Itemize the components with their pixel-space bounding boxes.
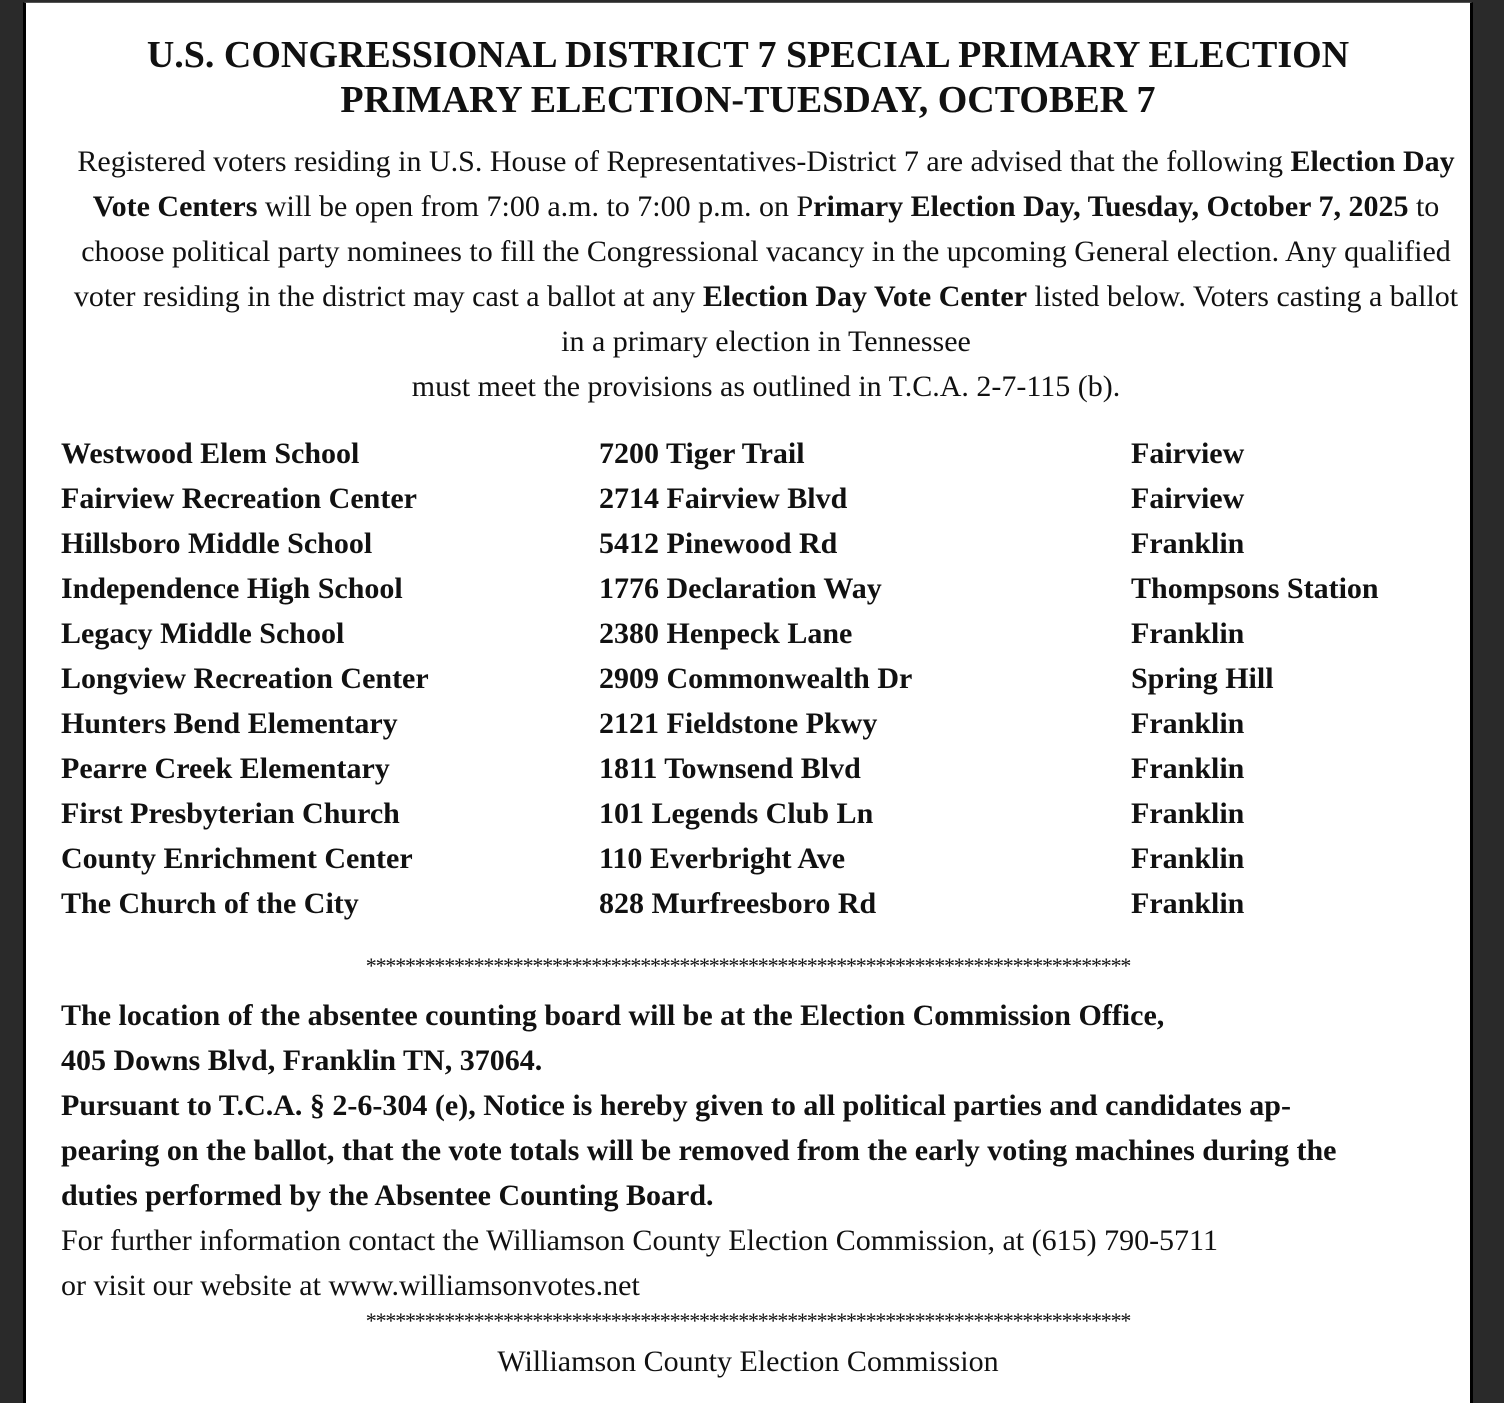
notice-line: For further information contact the Williamson County Election Commission, at (615) 790-5711 xyxy=(61,1224,1218,1257)
intro-text: listed below. Voters casting a ballot in a primary election in Tennessee xyxy=(561,280,1459,358)
notice xyxy=(61,993,1461,1308)
notice-line: duties performed by the Absentee Counting Board. xyxy=(61,1179,714,1212)
vote-center-row xyxy=(61,746,1461,791)
notice-line: pearing on the ballot, that the vote totals will be removed from the early voting machines during the xyxy=(61,1134,1337,1167)
vote-center-row xyxy=(61,881,1461,926)
location-address: 7200 Tiger Trail xyxy=(599,437,805,470)
location-address: 828 Murfreesboro Rd xyxy=(599,887,877,920)
intro-bold: rimary Election Day, Tuesday, October 7, 2025 xyxy=(813,190,1409,223)
intro-bold: Election Day Vote Center xyxy=(702,280,1028,313)
location-city: Franklin xyxy=(1131,752,1245,785)
location-name: The Church of the City xyxy=(61,887,359,920)
location-address: 110 Everbright Ave xyxy=(599,842,846,875)
location-city: Thompsons Station xyxy=(1131,572,1379,605)
location-city: Franklin xyxy=(1131,842,1245,875)
intro-paragraph xyxy=(66,139,1466,409)
location-name: Legacy Middle School xyxy=(61,617,345,650)
vote-center-row xyxy=(61,521,1461,566)
vote-center-row xyxy=(61,611,1461,656)
location-address: 1776 Declaration Way xyxy=(599,572,882,605)
intro-text: Registered voters residing in U.S. House of Representatives-District 7 are advised that the following xyxy=(77,145,1291,178)
vote-center-row xyxy=(61,476,1461,521)
document-page xyxy=(23,2,1473,1403)
location-city: Franklin xyxy=(1131,527,1245,560)
location-city: Franklin xyxy=(1131,707,1245,740)
vote-center-row xyxy=(61,431,1461,476)
location-name: Fairview Recreation Center xyxy=(61,482,417,515)
intro-text: will be open from 7:00 a.m. to 7:00 p.m. on P xyxy=(257,190,814,223)
location-name: Hillsboro Middle School xyxy=(61,527,373,560)
intro-text: to choose political party nominees to fill the Congressional vacancy in the upcoming General election. Any qualified voter residing in the district may cast a ballot at any xyxy=(73,190,1451,313)
location-name: County Enrichment Center xyxy=(61,842,413,875)
location-address: 2714 Fairview Blvd xyxy=(599,482,848,515)
location-address: 101 Legends Club Ln xyxy=(599,797,874,830)
location-address: 1811 Townsend Blvd xyxy=(599,752,861,785)
title-line-1: U.S. CONGRESSIONAL DISTRICT 7 SPECIAL PRIMARY ELECTION xyxy=(146,34,1350,76)
intro-text: must meet the provisions as outlined in T.C.A. 2-7-115 (b). xyxy=(411,370,1121,403)
location-address: 2121 Fieldstone Pkwy xyxy=(599,707,878,740)
location-city: Franklin xyxy=(1131,887,1245,920)
location-city: Spring Hill xyxy=(1131,662,1274,695)
vote-center-row xyxy=(61,701,1461,746)
location-city: Franklin xyxy=(1131,617,1245,650)
vote-center-row xyxy=(61,566,1461,611)
location-name: Longview Recreation Center xyxy=(61,662,429,695)
location-name: Pearre Creek Elementary xyxy=(61,752,390,785)
website-text: or visit our website at www.williamsonvotes.net xyxy=(61,1269,640,1302)
intro-bold: Election Day Vote Centers xyxy=(92,145,1455,223)
location-name: First Presbyterian Church xyxy=(61,797,400,830)
notice-line: 405 Downs Blvd, Franklin TN, 37064. xyxy=(61,1044,543,1077)
location-name: Hunters Bend Elementary xyxy=(61,707,398,740)
notice-line: The location of the absentee counting board will be at the Election Commission Office, xyxy=(61,999,1165,1032)
location-city: Fairview xyxy=(1131,437,1245,470)
location-address: 2909 Commonwealth Dr xyxy=(599,662,913,695)
title-line-2: PRIMARY ELECTION-TUESDAY, OCTOBER 7 xyxy=(340,79,1156,121)
separator: ****************************************************************************** xyxy=(365,1308,1131,1333)
notice-line: Pursuant to T.C.A. § 2-6-304 (e), Notice is hereby given to all political parties and candidates ap- xyxy=(61,1089,1291,1122)
vote-center-row xyxy=(61,791,1461,836)
vote-center-row xyxy=(61,656,1461,701)
location-address: 2380 Henpeck Lane xyxy=(599,617,853,650)
separator: ****************************************************************************** xyxy=(365,953,1131,978)
vote-center-list xyxy=(61,431,1461,926)
location-name: Westwood Elem School xyxy=(61,437,360,470)
vote-center-row xyxy=(61,836,1461,881)
location-address: 5412 Pinewood Rd xyxy=(599,527,838,560)
footer-signature: Williamson County Election Commission xyxy=(497,1345,999,1378)
location-name: Independence High School xyxy=(61,572,403,605)
location-city: Fairview xyxy=(1131,482,1245,515)
location-city: Franklin xyxy=(1131,797,1245,830)
